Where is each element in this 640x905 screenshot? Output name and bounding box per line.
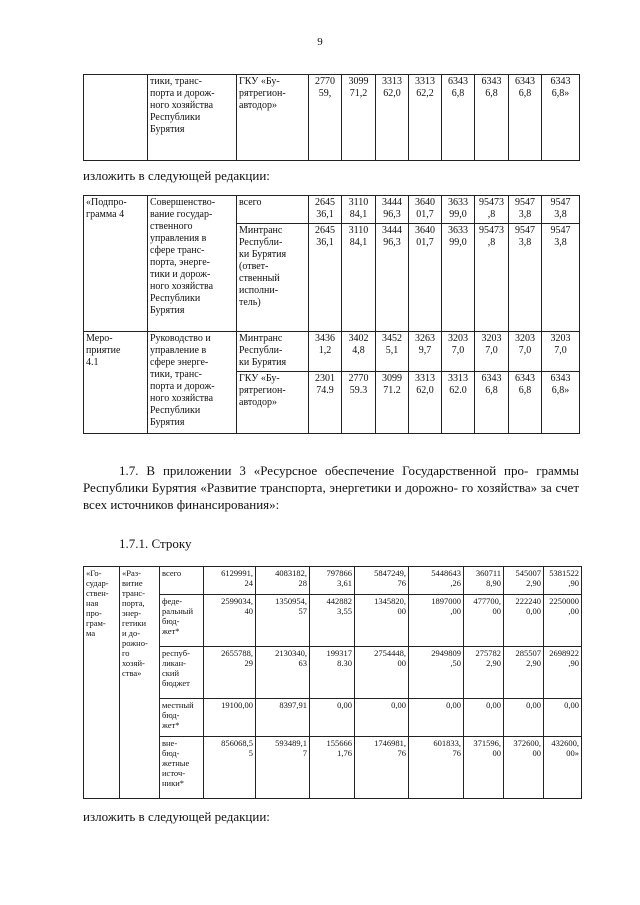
- table-cell: 9547 3,8: [542, 196, 580, 224]
- table-cell: респуб- ликан- ский бюджет: [160, 647, 204, 699]
- table-cell: 2301 74.9: [309, 372, 342, 434]
- table-cell: 95473 ,8: [475, 224, 509, 332]
- table-cell: 601833, 76: [409, 737, 464, 799]
- table-cell: тики, транс- порта и дорож- ного хозяйства Республики Бурятия: [148, 75, 237, 161]
- table-cell: 3436 1,2: [309, 332, 342, 372]
- paragraph-1-7-1: 1.7.1. Строку: [119, 536, 192, 551]
- table-cell: 19100,00: [204, 699, 256, 737]
- table-cell: 155666 1,76: [310, 737, 355, 799]
- table-cell: 3203 7,0: [442, 332, 475, 372]
- table-cell: 3640 01,7: [409, 196, 442, 224]
- table-cell: 4083182, 28: [256, 567, 310, 595]
- table-cell: 6343 6,8»: [542, 372, 580, 434]
- table-cell: 6343 6,8: [509, 372, 542, 434]
- table-cell: Совершенство- вание государ- ственного управления в сфере транс- порта, энерге- тики и дорож- ного хозяйства Республики Бурятия: [148, 196, 237, 332]
- table-cell: 1897000 ,00: [409, 595, 464, 647]
- table-cell: 477700, 00: [464, 595, 504, 647]
- table-cell: 3313 62,0: [409, 372, 442, 434]
- table-cell: 2770 59,: [309, 75, 342, 161]
- table-cell: 3452 5,1: [376, 332, 409, 372]
- table-cell: 1746981, 76: [355, 737, 409, 799]
- table-cell: 5381522 ,90: [544, 567, 582, 595]
- table-cell: 8397,91: [256, 699, 310, 737]
- table-cell: 372600, 00: [504, 737, 544, 799]
- table-cell: 6343 6,8: [442, 75, 475, 161]
- table-cell: 3444 96,3: [376, 196, 409, 224]
- table-cell: 0,00: [355, 699, 409, 737]
- table-cell: «Раз- витие транс- порта, энер- гетики и до- рожно- го хозяй- ства»: [120, 567, 160, 799]
- table-cell: 6129991, 24: [204, 567, 256, 595]
- page-number: 9: [317, 36, 323, 48]
- table-cell: 371596, 00: [464, 737, 504, 799]
- table-cell: Минтранс Республи- ки Бурятия: [237, 332, 309, 372]
- table-cell: местный бюд- жет*: [160, 699, 204, 737]
- table-cell: 3263 9,7: [409, 332, 442, 372]
- table-cell: 3313 62,2: [409, 75, 442, 161]
- table-cell: 2599034, 40: [204, 595, 256, 647]
- table-subprogram-4: [83, 195, 580, 434]
- table-cell: [84, 75, 148, 161]
- table-cell: 2949809 ,50: [409, 647, 464, 699]
- table-cell: 0,00: [504, 699, 544, 737]
- table-row: [84, 75, 580, 161]
- table-cell: 2645 36,1: [309, 196, 342, 224]
- table-cell: 5847249, 76: [355, 567, 409, 595]
- edit-instruction: изложить в следующей редакции:: [83, 809, 270, 824]
- table-cell: 3313 62.0: [442, 372, 475, 434]
- table-cell: 9547 3,8: [509, 224, 542, 332]
- table-cell: 0,00: [544, 699, 582, 737]
- table-cell: 6343 6,8: [475, 75, 509, 161]
- table-cell: 3110 84,1: [342, 196, 376, 224]
- table-cell: вне- бюд- жетные источ- ники*: [160, 737, 204, 799]
- table-cell: 0,00: [464, 699, 504, 737]
- table-cell: 3640 01,7: [409, 224, 442, 332]
- table-cell: «Го- судар- ствен- ная про- грам- ма: [84, 567, 120, 799]
- table-cell: 3099 71.2: [376, 372, 409, 434]
- table-cell: 0,00: [310, 699, 355, 737]
- table-cell: Минтранс Республи- ки Бурятия (ответ- ственный исполни- тель): [237, 224, 309, 332]
- table-cell: 3402 4,8: [342, 332, 376, 372]
- table-cell: Меро- приятие 4.1: [84, 332, 148, 434]
- table-cell: 2250000 ,00: [544, 595, 582, 647]
- table-cell: Руководство и управление в сфере энерге- тики, транс- порта и дорож- ного хозяйства Республики Бурятия: [148, 332, 237, 434]
- table-cell: 275782 2,90: [464, 647, 504, 699]
- table-cell: 3203 7,0: [542, 332, 580, 372]
- table-cell: 593489,1 7: [256, 737, 310, 799]
- table-cell: 2645 36,1: [309, 224, 342, 332]
- table-cell: «Подпро- грамма 4: [84, 196, 148, 332]
- table-cell: 3203 7,0: [475, 332, 509, 372]
- table-cell: 3099 71,2: [342, 75, 376, 161]
- table-cell: 3110 84,1: [342, 224, 376, 332]
- table-cell: 95473 ,8: [475, 196, 509, 224]
- table-cell: 545007 2,90: [504, 567, 544, 595]
- table-cell: 3313 62,0: [376, 75, 409, 161]
- table-row: [84, 332, 580, 372]
- table-cell: ГКУ «Бу- рятрегион- автодор»: [237, 75, 309, 161]
- table-cell: 2655788, 29: [204, 647, 256, 699]
- table-cell: 5448643 ,26: [409, 567, 464, 595]
- table-program-row-top: [83, 74, 580, 161]
- table-cell: 3633 99,0: [442, 224, 475, 332]
- table-cell: феде- ральный бюд- жет*: [160, 595, 204, 647]
- table-cell: всего: [237, 196, 309, 224]
- table-cell: 0,00: [409, 699, 464, 737]
- table-row: [84, 567, 582, 595]
- table-cell: 1345820, 00: [355, 595, 409, 647]
- table-cell: 2770 59.3: [342, 372, 376, 434]
- paragraph-1-7: 1.7. В приложении 3 «Ресурсное обеспечение Государственной про- граммы Республики Бурятия «Развитие транспорта, энергетики и дорожно- го хозяйства» за счет всех источников финансирования»:: [83, 463, 579, 512]
- table-cell: 3633 99,0: [442, 196, 475, 224]
- table-cell: 432600, 00»: [544, 737, 582, 799]
- table-state-program-funding: [83, 566, 582, 799]
- table-cell: 442882 3,55: [310, 595, 355, 647]
- table-cell: ГКУ «Бу- рятрегион- автодор»: [237, 372, 309, 434]
- table-cell: 1350954, 57: [256, 595, 310, 647]
- table-cell: 6343 6,8: [509, 75, 542, 161]
- table-cell: 797866 3,61: [310, 567, 355, 595]
- table-cell: 199317 8.30: [310, 647, 355, 699]
- table-cell: 222240 0,00: [504, 595, 544, 647]
- edit-instruction: изложить в следующей редакции:: [83, 168, 270, 183]
- table-cell: 9547 3,8: [542, 224, 580, 332]
- table-cell: всего: [160, 567, 204, 595]
- table-cell: 2754448, 00: [355, 647, 409, 699]
- table-cell: 3203 7,0: [509, 332, 542, 372]
- table-cell: 6343 6,8»: [542, 75, 580, 161]
- table-row: [84, 196, 580, 224]
- table-cell: 6343 6,8: [475, 372, 509, 434]
- table-cell: 9547 3,8: [509, 196, 542, 224]
- table-cell: 2130340, 63: [256, 647, 310, 699]
- table-cell: 285507 2,90: [504, 647, 544, 699]
- table-cell: 360711 8,90: [464, 567, 504, 595]
- table-cell: 3444 96,3: [376, 224, 409, 332]
- table-cell: 2698922 ,90: [544, 647, 582, 699]
- table-cell: 856068,5 5: [204, 737, 256, 799]
